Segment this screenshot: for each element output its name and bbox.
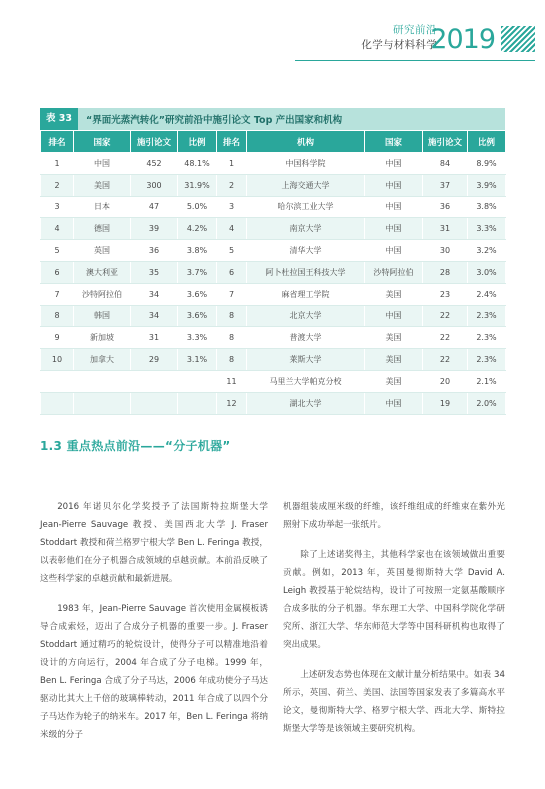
table-cell: 23	[423, 283, 468, 305]
table-cell: 31	[131, 327, 178, 349]
table-cell: 4	[41, 218, 74, 240]
table-cell: 4	[217, 218, 247, 240]
table-cell: 哈尔滨工业大学	[247, 196, 365, 218]
table-cell: 莱斯大学	[247, 349, 365, 371]
table-cell: 中国	[365, 305, 423, 327]
table-caption: “界面光蒸汽转化”研究前沿中施引论文 Top 产出国家和机构	[86, 115, 343, 126]
column-header: 排名	[41, 131, 74, 153]
table-cell	[74, 392, 131, 414]
table-cell	[74, 370, 131, 392]
header-field-label: 化学与材料科学	[361, 39, 437, 51]
table-cell: 中国科学院	[247, 153, 365, 175]
table-cell: 中国	[365, 174, 423, 196]
table-33	[40, 108, 505, 415]
table-cell: 1	[217, 153, 247, 175]
table-cell: 2.3%	[468, 327, 506, 349]
table-cell: 31.9%	[178, 174, 217, 196]
table-cell: 5.0%	[178, 196, 217, 218]
table-cell: 中国	[365, 392, 423, 414]
column-header: 国家	[74, 131, 131, 153]
table-row	[41, 218, 506, 240]
table-cell: 沙特阿拉伯	[74, 283, 131, 305]
table-cell: 36	[131, 240, 178, 262]
body-column-right	[283, 498, 505, 750]
table-cell: 3.2%	[468, 240, 506, 262]
table-cell	[131, 370, 178, 392]
table-cell: 中国	[365, 218, 423, 240]
table-cell: 8	[217, 327, 247, 349]
table-row	[41, 174, 506, 196]
table-cell: 3	[41, 196, 74, 218]
table-cell: 南京大学	[247, 218, 365, 240]
table-cell: 22	[423, 349, 468, 371]
table-cell: 8	[41, 305, 74, 327]
table-cell: 300	[131, 174, 178, 196]
table-cell: 澳大利亚	[74, 261, 131, 283]
table-cell: 中国	[365, 240, 423, 262]
table-cell: 美国	[365, 327, 423, 349]
table-cell: 9	[41, 327, 74, 349]
table-title-bar	[40, 108, 505, 130]
table-cell: 84	[423, 153, 468, 175]
table-cell: 普渡大学	[247, 327, 365, 349]
table-cell: 2.0%	[468, 392, 506, 414]
table-cell: 3.7%	[178, 261, 217, 283]
column-header: 比例	[178, 131, 217, 153]
table-cell: 3	[217, 196, 247, 218]
table-body	[41, 153, 506, 415]
table-cell	[178, 392, 217, 414]
table-cell: 31	[423, 218, 468, 240]
table-cell: 3.9%	[468, 174, 506, 196]
table-cell: 加拿大	[74, 349, 131, 371]
table-cell: 39	[131, 218, 178, 240]
table-cell: 沙特阿拉伯	[365, 261, 423, 283]
table-cell: 7	[217, 283, 247, 305]
table-cell: 22	[423, 327, 468, 349]
table-cell: 30	[423, 240, 468, 262]
table-cell: 美国	[74, 174, 131, 196]
table-cell: 3.1%	[178, 349, 217, 371]
table-cell: 6	[217, 261, 247, 283]
table-cell: 新加坡	[74, 327, 131, 349]
table-cell: 3.0%	[468, 261, 506, 283]
table-cell: 35	[131, 261, 178, 283]
table-cell: 阿卜杜拉国王科技大学	[247, 261, 365, 283]
table-cell: 马里兰大学帕克分校	[247, 370, 365, 392]
table-cell: 上海交通大学	[247, 174, 365, 196]
table-cell: 47	[131, 196, 178, 218]
table-row	[41, 196, 506, 218]
body-column-left	[40, 498, 268, 756]
table-cell: 3.8%	[178, 240, 217, 262]
header-rule	[295, 60, 535, 61]
paragraph: 除了上述诺奖得主，其他科学家也在该领域做出重要贡献。例如，2013 年，英国曼彻斯特大学 David A. Leigh 教授基于轮烷结构，设计了可按照一定氨基酸顺序合成多肽的分子机器。华东理工大学、中国科学院化学研究所、浙江大学、华东师范大学等中国科研机构也取得了突出成果。	[283, 550, 505, 650]
table-cell: 中国	[365, 153, 423, 175]
table-cell: 美国	[365, 349, 423, 371]
table-cell: 452	[131, 153, 178, 175]
paragraph: 1983 年，Jean-Pierre Sauvage 首次使用金属模板诱导合成索烃，迈出了合成分子机器的重要一步。J. Fraser Stoddart 通过精巧的轮烷设计，使得分子可以精准地沿着设计的方向运行，2004 年合成了分子电梯。1999 年，Ben L. Feringa 合成了分子马达，2006 年成功使分子马达驱动比其大上千倍的玻璃棒转动，2011 年合成了以四个分子马达作为轮子的纳米车。2017 年，Ben L. Feringa 将纳米级的分子	[40, 604, 268, 740]
table-cell: 11	[217, 370, 247, 392]
table-row	[41, 305, 506, 327]
table-cell: 麻省理工学院	[247, 283, 365, 305]
table-cell: 1	[41, 153, 74, 175]
table-cell: 2	[41, 174, 74, 196]
table-cell: 北京大学	[247, 305, 365, 327]
table-cell: 7	[41, 283, 74, 305]
table-cell: 3.6%	[178, 283, 217, 305]
table-cell: 中国	[365, 196, 423, 218]
table-cell: 6	[41, 261, 74, 283]
table-cell: 3.3%	[468, 218, 506, 240]
table-cell: 清华大学	[247, 240, 365, 262]
header-section-label: 研究前沿	[393, 24, 437, 36]
paragraph: 上述研发态势也体现在文献计量分析结果中。如表 34 所示，英国、荷兰、美国、法国等国家发表了多篇高水平论文，曼彻斯特大学、格罗宁根大学、西北大学、斯特拉斯堡大学等是该领域主要研究机构。	[283, 670, 505, 734]
column-header: 排名	[217, 131, 247, 153]
table-cell: 10	[41, 349, 74, 371]
table-cell: 英国	[74, 240, 131, 262]
table-cell	[178, 370, 217, 392]
table-cell: 德国	[74, 218, 131, 240]
table-cell: 34	[131, 305, 178, 327]
table-cell: 48.1%	[178, 153, 217, 175]
column-header: 施引论文	[131, 131, 178, 153]
paragraph: 2016 年诺贝尔化学奖授予了法国斯特拉斯堡大学 Jean-Pierre Sauvage 教授、美国西北大学 J. Fraser Stoddart 教授和荷兰格罗宁根大学 Ben L. Feringa 教授，以表彰他们在分子机器合成领域的卓越贡献。本前沿反映了这些科学家的卓越贡献和最新进展。	[40, 502, 268, 584]
table-cell	[131, 392, 178, 414]
table-cell: 中国	[74, 153, 131, 175]
table-cell: 19	[423, 392, 468, 414]
table-cell: 2	[217, 174, 247, 196]
table-cell: 2.3%	[468, 349, 506, 371]
section-heading: 1.3 重点热点前沿——“分子机器”	[40, 439, 231, 453]
column-header: 比例	[468, 131, 506, 153]
table-cell: 5	[41, 240, 74, 262]
table-row	[41, 261, 506, 283]
header-year: 2019	[430, 24, 495, 55]
column-header: 施引论文	[423, 131, 468, 153]
table-number: 表 33	[40, 108, 78, 130]
paragraph: 机器组装成厘米级的纤维，该纤维组成的纤维束在紫外光照射下成功举起一张纸片。	[283, 502, 505, 530]
table-cell: 5	[217, 240, 247, 262]
column-header: 国家	[365, 131, 423, 153]
table-header-row	[41, 131, 506, 153]
table-row	[41, 349, 506, 371]
table-cell: 日本	[74, 196, 131, 218]
table-row	[41, 283, 506, 305]
table-row	[41, 240, 506, 262]
table-row	[41, 370, 506, 392]
table-cell: 美国	[365, 370, 423, 392]
table-cell: 3.8%	[468, 196, 506, 218]
page-header	[295, 22, 535, 58]
table-cell: 3.6%	[178, 305, 217, 327]
table-cell: 28	[423, 261, 468, 283]
column-header: 机构	[247, 131, 365, 153]
table-cell: 韩国	[74, 305, 131, 327]
table-cell: 12	[217, 392, 247, 414]
table-cell: 22	[423, 305, 468, 327]
table-cell: 8	[217, 305, 247, 327]
table-cell: 美国	[365, 283, 423, 305]
table-cell: 2.1%	[468, 370, 506, 392]
table-row	[41, 327, 506, 349]
table-row	[41, 153, 506, 175]
table-cell: 4.2%	[178, 218, 217, 240]
table-cell	[41, 392, 74, 414]
data-table	[40, 130, 506, 415]
table-cell	[41, 370, 74, 392]
table-cell: 湖北大学	[247, 392, 365, 414]
header-stripes-decoration	[501, 26, 535, 52]
table-cell: 29	[131, 349, 178, 371]
table-row	[41, 392, 506, 414]
table-cell: 34	[131, 283, 178, 305]
table-cell: 8.9%	[468, 153, 506, 175]
table-cell: 8	[217, 349, 247, 371]
table-cell: 37	[423, 174, 468, 196]
table-cell: 2.4%	[468, 283, 506, 305]
table-cell: 20	[423, 370, 468, 392]
table-cell: 2.3%	[468, 305, 506, 327]
table-cell: 36	[423, 196, 468, 218]
table-cell: 3.3%	[178, 327, 217, 349]
